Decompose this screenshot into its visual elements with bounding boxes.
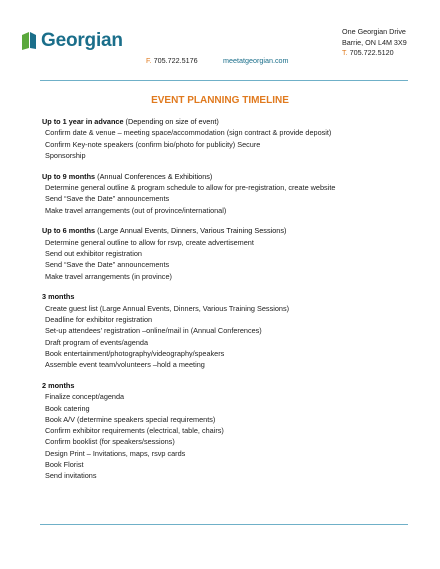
fax-label: F. [146, 56, 152, 65]
section-heading-bold: 3 months [42, 292, 75, 302]
website-link[interactable]: meetatgeorgian.com [223, 56, 289, 65]
section-heading [42, 116, 422, 127]
section-heading [42, 171, 422, 182]
address-line-2: Barrie, ON L4M 3X9 [342, 37, 407, 47]
section-heading [42, 380, 422, 391]
list-item: Finalize concept/agenda [45, 392, 125, 402]
timeline-sections [42, 116, 422, 491]
section-heading-bold: Up to 9 months [42, 171, 96, 181]
section-heading-bold: 2 months [42, 380, 75, 390]
list-item: Make travel arrangements (out of province/international) [45, 205, 227, 215]
phone-number: 705.722.5120 [349, 48, 394, 57]
list-item: Deadline for exhibitor registration [45, 314, 153, 324]
phone-label: T. [342, 48, 348, 57]
list-item: Send out exhibitor registration [45, 248, 142, 258]
section-heading-bold: Up to 1 year in advance [42, 117, 124, 126]
section-heading-bold: Up to 6 months [42, 226, 96, 236]
section-heading-detail: (Depending on size of event) [123, 117, 219, 126]
georgian-logo [20, 30, 123, 52]
timeline-section [42, 380, 422, 482]
section-heading [42, 291, 422, 302]
list-item: Confirm date & venue – meeting space/accommodation (sign contract & provide deposit) [45, 128, 332, 138]
section-heading-detail: (Large Annual Events, Dinners, Various Training Sessions) [95, 226, 287, 236]
timeline-section [42, 116, 422, 161]
timeline-section [42, 171, 422, 216]
list-item: Book catering [45, 403, 90, 413]
list-item: Design Print – Invitations, maps, rsvp cards [45, 448, 186, 458]
top-divider [40, 80, 408, 81]
section-heading [42, 225, 422, 236]
list-item: Confirm exhibitor requirements (electrical, table, chairs) [45, 426, 224, 436]
list-item: Assemble event team/volunteers –hold a meeting [45, 360, 205, 370]
list-item: Make travel arrangements (in province) [45, 271, 172, 281]
list-item: Book Florist [45, 460, 84, 470]
address-phone [342, 48, 407, 59]
list-item: Sponsorship [45, 150, 86, 160]
georgian-leaf-icon [20, 31, 38, 51]
list-item: Determine general outline to allow for rsvp, create advertisement [45, 237, 254, 247]
address-block [342, 27, 407, 59]
list-item: Confirm booklist (for speakers/sessions) [45, 437, 175, 447]
page-title: EVENT PLANNING TIMELINE [151, 95, 289, 106]
bottom-divider [40, 524, 408, 525]
logo-text: Georgian [41, 30, 123, 51]
timeline-section [42, 225, 422, 281]
list-item: Confirm Key-note speakers (confirm bio/photo for publicity) Secure [45, 139, 261, 149]
list-item: Create guest list (Large Annual Events, Dinners, Various Training Sessions) [45, 303, 290, 313]
list-item: Set-up attendees’ registration –online/mail in (Annual Conferences) [45, 326, 262, 336]
list-item: Book entertainment/photography/videography/speakers [45, 348, 225, 358]
list-item: Book A/V (determine speakers special requirements) [45, 414, 216, 424]
timeline-section [42, 291, 422, 370]
list-item: Draft program of events/agenda [45, 337, 149, 347]
fax-number: 705.722.5176 [153, 56, 198, 65]
list-item: Send “Save the Date” announcements [45, 194, 170, 204]
list-item: Determine general outline & program schedule to allow for pre-registration, create website [45, 182, 336, 192]
fax-line [146, 56, 198, 65]
list-item: Send “Save the Date” announcements [45, 260, 170, 270]
address-line-1: One Georgian Drive [342, 27, 406, 36]
section-heading-detail: (Annual Conferences & Exhibitions) [95, 171, 213, 181]
list-item: Send invitations [45, 471, 97, 481]
